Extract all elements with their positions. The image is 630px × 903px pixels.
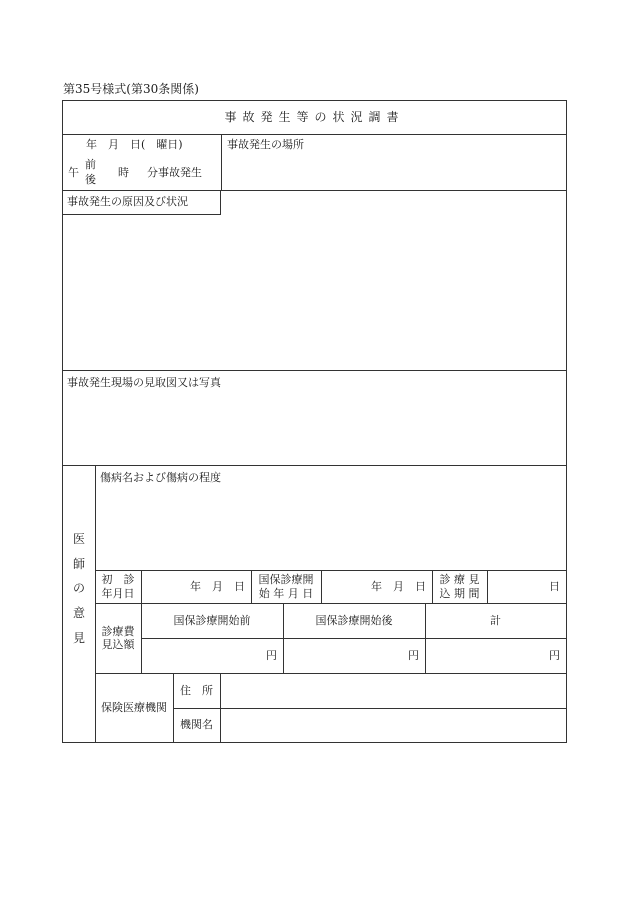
cost-before-yen: 円: [266, 648, 277, 662]
label-line: 見込額: [101, 638, 135, 651]
ampm-prefix: 午: [68, 166, 79, 179]
label-line: 年月日: [101, 586, 135, 600]
label-line: 始 年 月 日: [258, 586, 314, 600]
side-char: 医: [72, 532, 85, 546]
cost-total-yen: 円: [549, 648, 560, 662]
sketch-label: 事故発生現場の見取図又は写真: [67, 376, 221, 389]
address-label: 住 所: [180, 683, 213, 697]
cause-label: 事故発生の原因及び状況: [67, 195, 188, 208]
institution-name-label: 機関名: [180, 718, 213, 732]
doctor-side-label: [63, 527, 95, 651]
label-line: 診療費: [101, 624, 135, 638]
injury-label: 傷病名および傷病の程度: [100, 471, 221, 484]
minute-event-label: 分事故発生: [147, 166, 202, 179]
side-char: 師: [72, 556, 85, 571]
label-line: 初 診: [101, 573, 135, 587]
cost-before-label: 国保診療開始前: [173, 613, 251, 627]
divider: [63, 134, 566, 135]
label-line: 診 療 見: [439, 573, 480, 587]
date-line: 年 月 日( 曜日): [86, 138, 183, 151]
expected-period-label: [432, 570, 487, 603]
first-visit-value: 年 月 日: [190, 579, 245, 593]
report-form: [62, 100, 567, 743]
side-char: の: [72, 581, 85, 596]
ampm-am: 前: [85, 158, 96, 171]
divider: [63, 465, 566, 466]
ampm-pm: 後: [85, 173, 96, 186]
cost-label: [95, 603, 141, 673]
cause-label-box: [63, 190, 221, 215]
side-char: 見: [72, 630, 85, 645]
expected-period-value: 日: [549, 579, 560, 593]
cost-after-yen: 円: [408, 648, 419, 662]
divider: [221, 134, 222, 190]
label-line: 国保診療開: [258, 573, 314, 587]
hour-label: 時: [118, 166, 129, 179]
side-char: 意: [72, 606, 85, 621]
first-visit-label: [95, 570, 141, 603]
location-label: 事故発生の場所: [227, 138, 304, 151]
cost-total-label: 計: [490, 613, 501, 627]
institution-label: 保険医療機関: [101, 700, 167, 714]
form-number: 第35号様式(第30条関係): [63, 82, 199, 96]
nhi-start-label: [251, 570, 321, 603]
cost-after-label: 国保診療開始後: [315, 613, 393, 627]
form-title: 事故発生等の状況調書: [224, 110, 405, 125]
nhi-start-value: 年 月 日: [371, 579, 426, 593]
divider: [173, 708, 566, 709]
label-line: 込 期 間: [439, 586, 480, 600]
divider: [63, 370, 566, 371]
